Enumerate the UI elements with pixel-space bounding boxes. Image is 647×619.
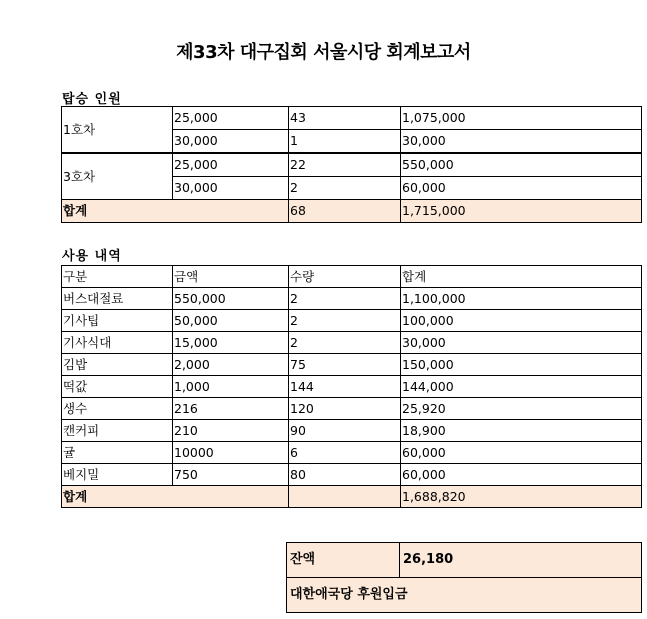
amount-cell: 60,000 — [401, 177, 642, 200]
quantity-cell: 80 — [289, 464, 401, 486]
quantity-cell: 120 — [289, 398, 401, 420]
quantity-cell: 144 — [289, 376, 401, 398]
table-row — [62, 354, 642, 376]
usage-heading: 사용 내역 — [62, 249, 122, 264]
table-row — [62, 464, 642, 486]
table-row — [62, 332, 642, 354]
count-cell: 1 — [289, 130, 401, 154]
unit-price-cell: 550,000 — [173, 288, 289, 310]
header-row — [62, 266, 642, 288]
unit-price-cell: 2,000 — [173, 354, 289, 376]
subtotal-cell: 144,000 — [401, 376, 642, 398]
item-name-cell: 기사식대 — [62, 332, 173, 354]
table-row — [62, 376, 642, 398]
usage-table — [61, 265, 642, 508]
boarding-heading: 탑승 인원 — [62, 92, 122, 107]
total-count-empty — [289, 486, 401, 508]
subtotal-cell: 60,000 — [401, 442, 642, 464]
item-name-cell: 기사팁 — [62, 310, 173, 332]
item-name-cell: 캔커피 — [62, 420, 173, 442]
total-label: 합계 — [62, 486, 289, 508]
column-header: 합계 — [401, 266, 642, 288]
total-row — [62, 486, 642, 508]
balance-table — [286, 542, 642, 613]
quantity-cell: 90 — [289, 420, 401, 442]
boarding-table — [61, 106, 642, 223]
table-row — [62, 310, 642, 332]
item-name-cell: 버스대절료 — [62, 288, 173, 310]
count-cell: 43 — [289, 107, 401, 130]
unit-price-cell: 10000 — [173, 442, 289, 464]
note-row — [287, 578, 642, 613]
fare-cell: 30,000 — [173, 177, 289, 200]
subtotal-cell: 30,000 — [401, 332, 642, 354]
subtotal-cell: 60,000 — [401, 464, 642, 486]
quantity-cell: 75 — [289, 354, 401, 376]
subtotal-cell: 25,920 — [401, 398, 642, 420]
item-name-cell: 김밥 — [62, 354, 173, 376]
total-label: 합계 — [62, 200, 289, 223]
count-cell: 22 — [289, 153, 401, 177]
unit-price-cell: 15,000 — [173, 332, 289, 354]
count-cell: 2 — [289, 177, 401, 200]
item-name-cell: 귤 — [62, 442, 173, 464]
unit-price-cell: 50,000 — [173, 310, 289, 332]
total-count: 68 — [289, 200, 401, 223]
quantity-cell: 6 — [289, 442, 401, 464]
table-row — [62, 442, 642, 464]
bus-name: 1호차 — [62, 107, 173, 154]
table-row — [62, 153, 642, 177]
balance-label: 잔액 — [287, 543, 400, 578]
amount-cell: 30,000 — [401, 130, 642, 154]
page-title: 제33차 대구집회 서울시당 회계보고서 — [176, 42, 471, 63]
item-name-cell: 베지밀 — [62, 464, 173, 486]
item-name-cell: 떡값 — [62, 376, 173, 398]
total-amount: 1,688,820 — [401, 486, 642, 508]
column-header: 수량 — [289, 266, 401, 288]
quantity-cell: 2 — [289, 288, 401, 310]
table-row — [62, 288, 642, 310]
unit-price-cell: 750 — [173, 464, 289, 486]
unit-price-cell: 210 — [173, 420, 289, 442]
amount-cell: 1,075,000 — [401, 107, 642, 130]
subtotal-cell: 150,000 — [401, 354, 642, 376]
amount-cell: 550,000 — [401, 153, 642, 177]
unit-price-cell: 1,000 — [173, 376, 289, 398]
total-row — [62, 200, 642, 223]
balance-note: 대한애국당 후원입금 — [287, 578, 642, 613]
fare-cell: 25,000 — [173, 153, 289, 177]
subtotal-cell: 18,900 — [401, 420, 642, 442]
subtotal-cell: 1,100,000 — [401, 288, 642, 310]
balance-amount: 26,180 — [400, 543, 642, 578]
item-name-cell: 생수 — [62, 398, 173, 420]
total-amount: 1,715,000 — [401, 200, 642, 223]
subtotal-cell: 100,000 — [401, 310, 642, 332]
quantity-cell: 2 — [289, 332, 401, 354]
column-header: 구분 — [62, 266, 173, 288]
table-row — [62, 398, 642, 420]
column-header: 금액 — [173, 266, 289, 288]
table-row — [62, 420, 642, 442]
unit-price-cell: 216 — [173, 398, 289, 420]
quantity-cell: 2 — [289, 310, 401, 332]
bus-name: 3호차 — [62, 153, 173, 200]
fare-cell: 30,000 — [173, 130, 289, 154]
fare-cell: 25,000 — [173, 107, 289, 130]
table-row — [62, 107, 642, 130]
balance-row — [287, 543, 642, 578]
